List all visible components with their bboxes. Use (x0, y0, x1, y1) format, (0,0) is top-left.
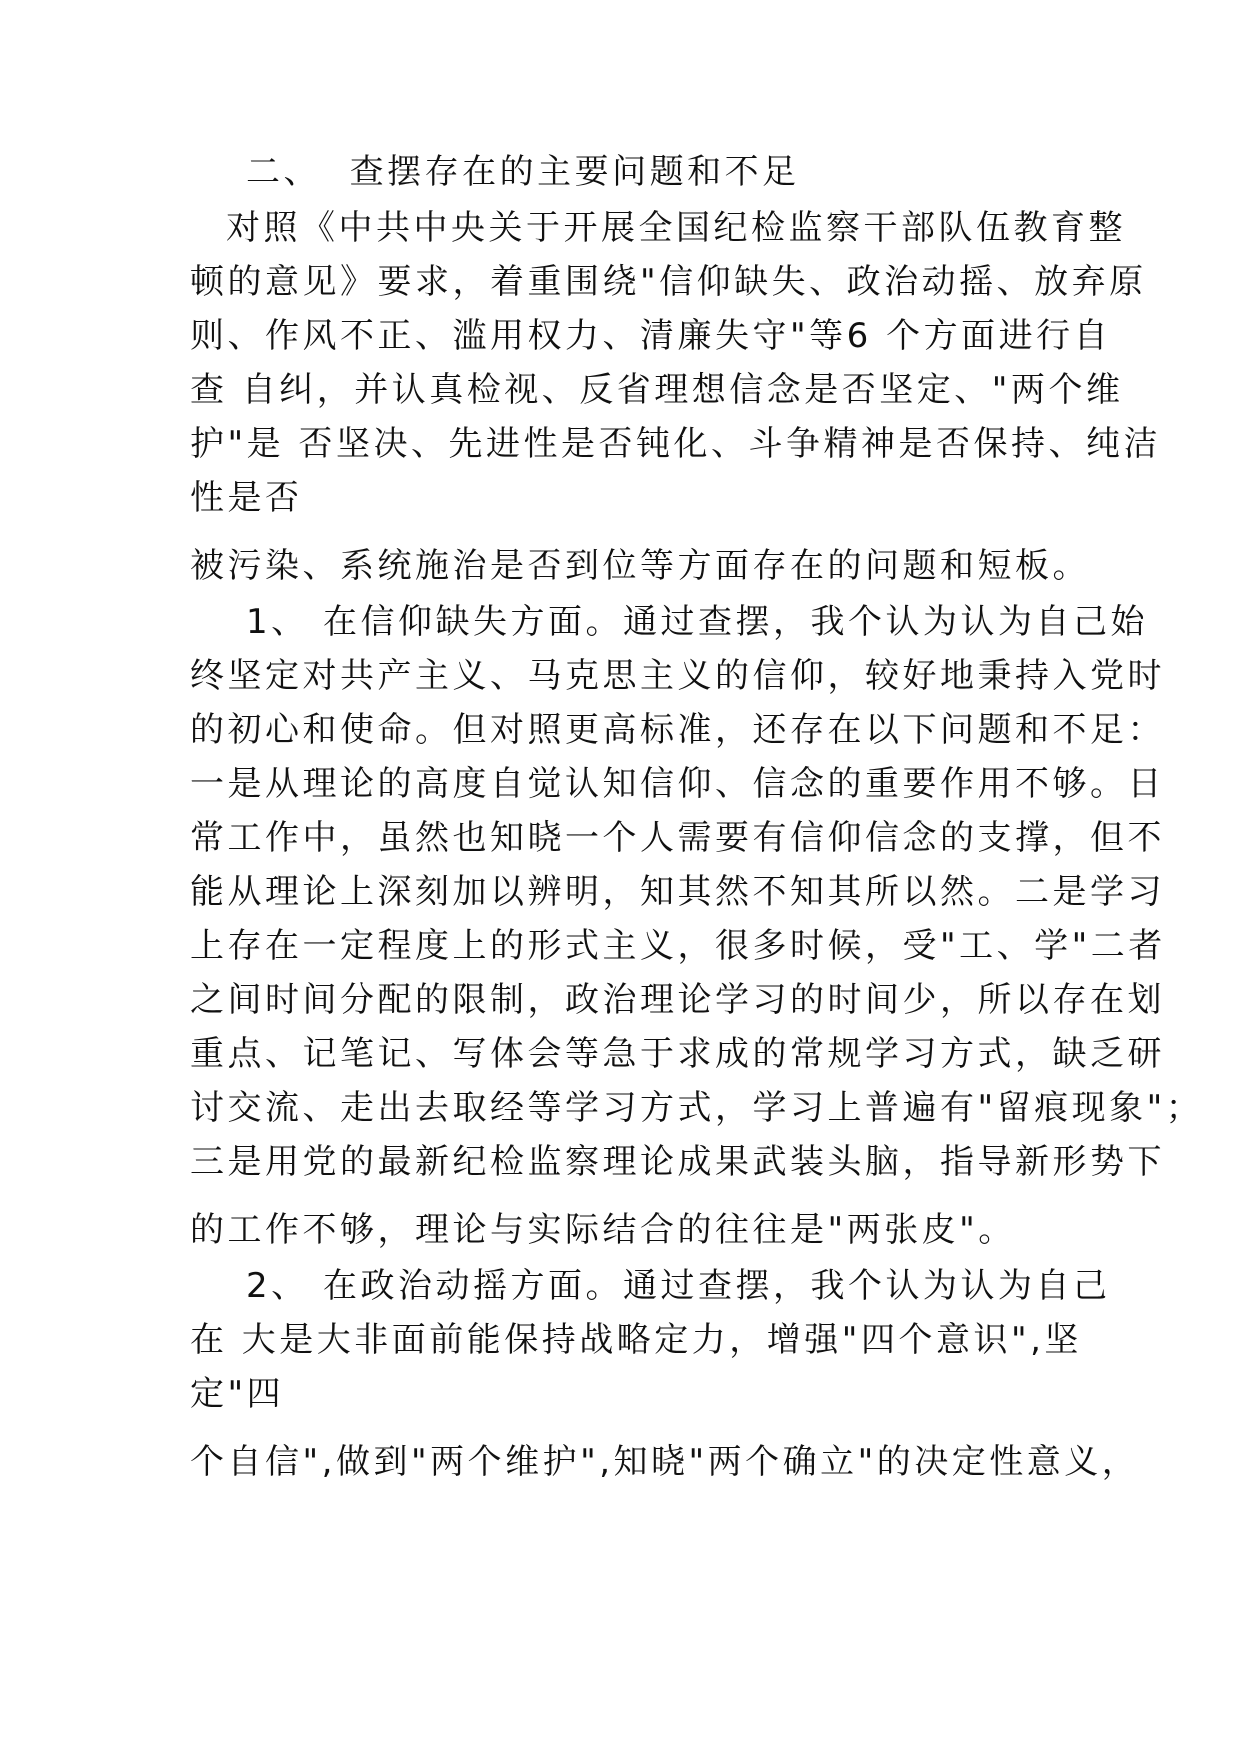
intro-line: 被污染、系统施治是否到位等方面存在的问题和短板。 (190, 546, 1090, 586)
intro-line: 对照《中共中央关于开展全国纪检监察干部队伍教育整 (226, 208, 1126, 248)
item1-line: 讨交流、走出去取经等学习方式，学习上普遍有"留痕现象"； (190, 1088, 1204, 1128)
item2-line: 定"四 (190, 1374, 285, 1414)
intro-line: 顿的意见》要求，着重围绕"信仰缺失、政治动摇、放弃原 (190, 262, 1147, 302)
item1-line: 常工作中，虽然也知晓一个人需要有信仰信念的支撑，但不 (190, 818, 1165, 858)
intro-line: 则、作风不正、滥用权力、清廉失守"等6 个方面进行自 (190, 316, 1112, 356)
item1-line: 能从理论上深刻加以辨明，知其然不知其所以然。二是学习 (190, 872, 1165, 912)
section-heading: 二、 查摆存在的主要问题和不足 (246, 152, 800, 192)
intro-line: 查 自纠，并认真检视、反省理想信念是否坚定、"两个维 (190, 370, 1124, 410)
item1-line: 重点、记笔记、写体会等急于求成的常规学习方式，缺乏研 (190, 1034, 1165, 1074)
item1-line: 的初心和使命。但对照更高标准，还存在以下问题和不足： (190, 710, 1165, 750)
item2-line: 2、 在政治动摇方面。通过查摆，我个认为认为自己 (246, 1266, 1111, 1306)
item2-line: 个自信",做到"两个维护",知晓"两个确立"的决定性意义， (190, 1442, 1140, 1482)
item1-line: 三是用党的最新纪检监察理论成果武装头脑，指导新形势下 (190, 1142, 1165, 1182)
item1-line: 一是从理论的高度自觉认知信仰、信念的重要作用不够。日 (190, 764, 1165, 804)
item1-line: 之间时间分配的限制，政治理论学习的时间少，所以存在划 (190, 980, 1165, 1020)
item1-line: 终坚定对共产主义、马克思主义的信仰，较好地秉持入党时 (190, 656, 1165, 696)
item2-line: 在 大是大非面前能保持战略定力，增强"四个意识",坚 (190, 1320, 1082, 1360)
intro-line: 性是否 (190, 478, 303, 518)
intro-line: 护"是 否坚决、先进性是否钝化、斗争精神是否保持、纯洁 (190, 424, 1161, 464)
item1-line: 1、 在信仰缺失方面。通过查摆，我个认为认为自己始 (246, 602, 1148, 642)
item1-line: 的工作不够，理论与实际结合的往往是"两张皮"。 (190, 1210, 1016, 1250)
item1-line: 上存在一定程度上的形式主义，很多时候，受"工、学"二者 (190, 926, 1166, 966)
